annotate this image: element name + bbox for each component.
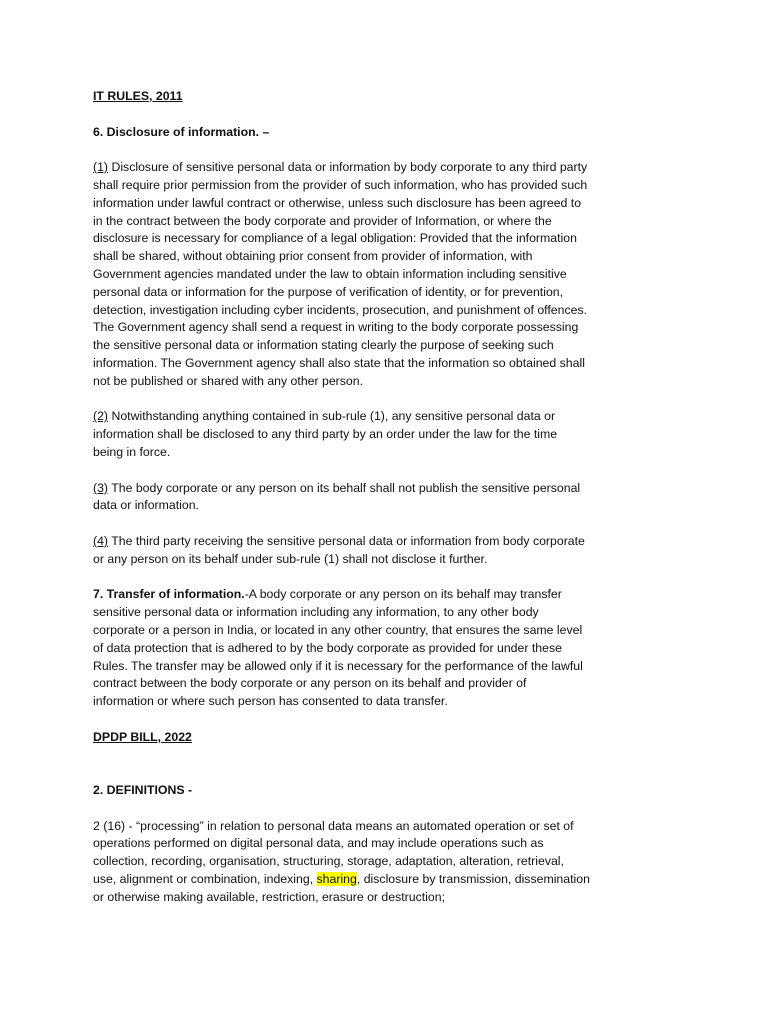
clause-text: Notwithstanding anything contained in sub-rule (1), any sensitive personal data or information shall be disclosed to any third party by an order under the law for the time being in force.: [93, 409, 558, 459]
clause-number: (1): [93, 160, 109, 175]
section-6-2: [93, 408, 683, 461]
definition-text-after: , disclosure by transmission, dissemination or otherwise making available, restriction, erasure or destruction;: [93, 872, 590, 904]
clause-number: (3): [93, 480, 109, 495]
section-7-heading: 7. Transfer of information.: [93, 587, 245, 602]
section-6-3: [93, 480, 683, 516]
clause-text: The body corporate or any person on its behalf shall not publish the sensitive personal data or information.: [93, 480, 581, 513]
clause-text: The third party receiving the sensitive personal data or information from body corporate or any person on its behalf under sub-rule (1) shall not disclose it further.: [93, 533, 585, 566]
section-6-heading: 6. Disclosure of information. –: [93, 124, 270, 139]
clause-text: Disclosure of sensitive personal data or information by body corporate to any third party shall require prior permission from the provider of such information, who has provided such information under lawful contract or otherwise, unless such disclosure has been agreed to in the contract between the body corporate and provider of Information, or where the disclosure is necessary for compliance of a legal obligation: Provided that the information shall be shared, without obtaining prior consent from provider of information, with Government agencies mandated under the law to obtain information including sensitive personal data or information for the purpose of verification of identity, or for prevention, detection, investigation including cyber incidents, prosecution, and punishment of offences. The Government agency shall send a request in writing to the body corporate possessing the sensitive personal data or information stating clearly the purpose of seeking such information. The Government agency shall also state that the information so obtained shall not be published or shared with any other person.: [93, 160, 588, 388]
definition-2-16: [93, 818, 683, 907]
section-7-text: -A body corporate or any person on its behalf may transfer sensitive personal data or information including any information, to any other body corporate or a person in India, or located in any other country, that ensures the same level of data protection that is adhered to by the body corporate as provided for under these Rules. The transfer may be allowed only if it is necessary for the performance of the lawful contract between the body corporate or any person on its behalf and provider of information or where such person has consented to data transfer.: [93, 587, 583, 709]
it-rules-title: IT RULES, 2011: [93, 89, 183, 103]
definition-text-before: 2 (16) - “processing” in relation to personal data means an automated operation or set of operations performed on digital personal data, and may include operations such as collection, recording, organisation, structuring, storage, adaptation, alteration, retrieval, use, alignment or combination, indexing,: [93, 818, 574, 887]
clause-number: (4): [93, 533, 109, 548]
highlighted-word: sharing: [316, 872, 357, 887]
dpdp-title: DPDP BILL, 2022: [93, 729, 192, 744]
clause-number: (2): [93, 409, 109, 424]
definitions-heading: 2. DEFINITIONS -: [93, 783, 193, 798]
section-6-1: [93, 159, 683, 390]
section-7: [93, 586, 683, 711]
document-page: [93, 88, 683, 924]
section-6-4: [93, 533, 683, 569]
spacer: [93, 764, 683, 782]
